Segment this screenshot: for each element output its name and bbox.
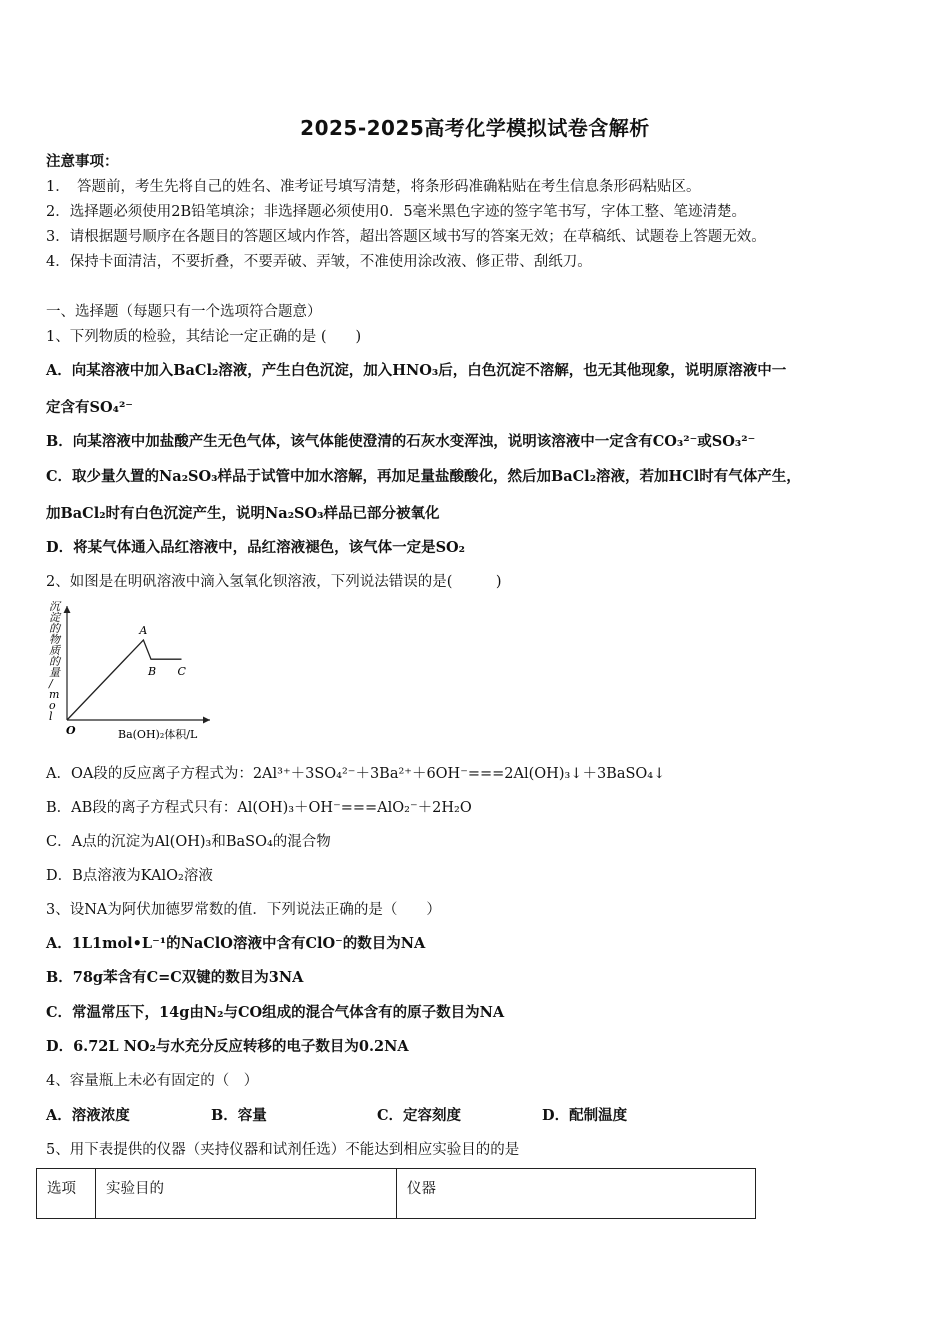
y-axis-label-char: 量: [49, 666, 60, 679]
table-header-cell: 实验目的: [96, 1169, 397, 1219]
notice-item: 1． 答题前，考生先将自己的姓名、准考证号填写清楚，将条形码准确粘贴在考生信息条形码粘贴区。: [46, 179, 701, 195]
y-axis-label-char: m: [49, 688, 60, 701]
q3-option-b: B．78g苯含有C=C双键的数目为3NA: [46, 969, 304, 986]
q2-stem: 2、如图是在明矾溶液中滴入氢氧化钡溶液，下列说法错误的是( ): [46, 574, 502, 590]
q4-option-b: B．容量: [211, 1107, 267, 1124]
q4-option-c: C．定容刻度: [377, 1107, 462, 1124]
q2-option-b: B．AB段的离子方程式只有：Al(OH)₃＋OH⁻===AlO₂⁻＋2H₂O: [46, 800, 472, 816]
q3-option-a: A．1L1mol•L⁻¹的NaClO溶液中含有ClO⁻的数目为NA: [46, 935, 426, 952]
q2-option-a: A．OA段的反应离子方程式为：2Al³⁺＋3SO₄²⁻＋3Ba²⁺＋6OH⁻===2Al(OH)₃↓＋3BaSO₄↓: [46, 766, 666, 782]
origin-label: O: [66, 724, 76, 737]
q1-option-d: D．将某气体通入品红溶液中，品红溶液褪色，该气体一定是SO₂: [46, 539, 466, 556]
q4-stem: 4、容量瓶上未必有固定的（ ）: [46, 1073, 259, 1089]
y-axis-label-char: 物: [49, 633, 60, 646]
y-axis-label-char: 质: [49, 644, 60, 657]
q1-option-c: C．取少量久置的Na₂SO₃样品于试管中加水溶解，再加足量盐酸酸化，然后加BaCl₂溶液，若加HCl时有气体产生，: [46, 468, 801, 485]
y-axis-label-char: 淀: [49, 611, 60, 624]
y-axis-label-char: /: [49, 677, 53, 690]
q3-stem: 3、设NA为阿伏加德罗常数的值．下列说法正确的是（ ）: [46, 902, 441, 918]
q4-option-d: D．配制温度: [542, 1107, 628, 1124]
y-axis-label-char: 的: [49, 622, 60, 635]
q1-stem: 1、下列物质的检验，其结论一定正确的是 ( ): [46, 329, 362, 345]
point-label-b: B: [148, 665, 157, 679]
q1-option-a: A．向某溶液中加入BaCl₂溶液，产生白色沉淀，加入HNO₃后，白色沉淀不溶解，也无其他现象，说明原溶液中一: [46, 362, 787, 379]
y-axis-label: [48, 600, 62, 723]
section-heading: 一、选择题（每题只有一个选项符合题意）: [46, 304, 322, 320]
y-axis-label-char: 的: [49, 655, 60, 668]
q2-option-c: C．A点的沉淀为Al(OH)₃和BaSO₄的混合物: [46, 834, 331, 850]
q1-option-a-cont: 定含有SO₄²⁻: [46, 399, 133, 416]
table-header-cell: 仪器: [397, 1169, 756, 1219]
q5-table: [36, 1168, 756, 1219]
q4-option-a: A．溶液浓度: [46, 1107, 130, 1124]
table-header-cell: 选项: [37, 1169, 96, 1219]
table-header-row: [37, 1169, 756, 1219]
q1-option-c-cont: 加BaCl₂时有白色沉淀产生，说明Na₂SO₃样品已部分被氧化: [46, 505, 440, 522]
y-axis-label-char: 沉: [49, 600, 60, 613]
point-label-c: C: [177, 665, 186, 679]
q3-option-d: D．6.72L NO₂与水充分反应转移的电子数目为0.2NA: [46, 1038, 409, 1055]
notice-item: 2．选择题必须使用2B铅笔填涂；非选择题必须使用0．5毫米黑色字迹的签字笔书写，字体工整、笔迹清楚。: [46, 204, 747, 220]
series-line: [67, 640, 182, 720]
q5-stem: 5、用下表提供的仪器（夹持仪器和试剂任选）不能达到相应实验目的的是: [46, 1142, 520, 1158]
x-axis-label: Ba(OH)₂体积/L: [118, 728, 198, 741]
q2-option-d: D．B点溶液为KAlO₂溶液: [46, 868, 213, 884]
point-label-a: A: [139, 624, 148, 637]
notice-item: 4．保持卡面清洁，不要折叠，不要弄破、弄皱，不准使用涂改液、修正带、刮纸刀。: [46, 254, 592, 270]
precipitate-chart: [40, 598, 220, 748]
y-axis-label-char: o: [49, 699, 56, 712]
notice-item: 3．请根据题号顺序在各题目的答题区域内作答，超出答题区域书写的答案无效；在草稿纸、试题卷上答题无效。: [46, 229, 766, 245]
q1-option-b: B．向某溶液中加盐酸产生无色气体，该气体能使澄清的石灰水变浑浊，说明该溶液中一定含有CO₃²⁻或SO₃²⁻: [46, 433, 756, 450]
q3-option-c: C．常温常压下，14g由N₂与CO组成的混合气体含有的原子数目为NA: [46, 1004, 505, 1021]
y-axis-label-text: [48, 600, 62, 723]
notice-heading: 注意事项：: [46, 153, 119, 170]
y-axis-label-char: l: [49, 710, 53, 723]
page-title: 2025-2025高考化学模拟试卷含解析: [300, 116, 650, 140]
